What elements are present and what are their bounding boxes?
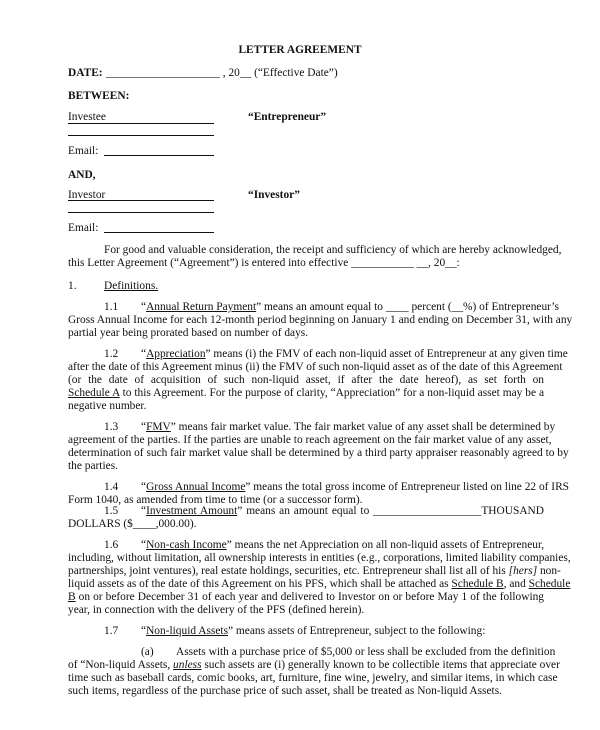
intro-line-1: For good and valuable consideration, the receipt and sufficiency of which are hereby acknowledged, [104,244,562,256]
term-non-liquid-assets: Non-liquid Assets [146,625,229,637]
clause-1-6-line-6: year, in connection with the delivery of the PFS (defined herein). [68,604,365,616]
clause-1-6-number: 1.6 [104,539,119,551]
clause-1-2-line-4: Schedule A to this Agreement. For the purpose of clarity, “Appreciation” for a non-liquid asset may be a [68,387,544,399]
section-title: Definitions. [104,280,159,292]
clause-1-2-line-5: negative number. [68,400,147,412]
term-investment-amount: Investment Amount [146,505,238,517]
investor-line-2 [68,212,214,213]
hers-italic: [hers] [508,565,538,577]
term-fmv: FMV [146,421,171,433]
clause-1-5-line-2: DOLLARS ($____,000.00). [68,518,197,530]
clause-1-1-line-3: partial year being prorated based on number of days. [68,327,309,339]
term-non-cash-income: Non-cash Income [146,539,227,551]
investor-email-label: Email: [68,222,99,234]
clause-1-6-line-3: partnerships, joint ventures), real estate holdings, securities, etc. Entrepreneur shall list all of his [hers] non- [68,565,561,577]
clause-1-6-line-4: liquid assets as of the date of this Agreement on his PFS, which shall be attached as Schedule B, and Schedule [68,578,571,590]
clause-1-3-line-2: agreement of the parties. If the parties are unable to reach agreement on the fair market value of any asset, [68,434,552,446]
entrepreneur-label: “Entrepreneur” [248,111,327,123]
investor-label: Investor [68,189,106,201]
clause-1-6-line-2: including, without limitation, all ownership interests in entities (e.g., corporations, limited liability companies, [68,552,571,564]
clause-1-6-line-5: B on or before December 31 of each year and delivered to Investor on or before May 1 of the following [68,591,544,603]
clause-1-3-line-4: the parties. [68,460,118,472]
schedule-link: Schedule [528,578,571,590]
clause-1-2-number: 1.2 [104,348,119,360]
term-annual-return-payment: Annual Return Payment [146,301,257,313]
clause-1-4-number: 1.4 [104,481,119,493]
investee-label: Investee [68,111,106,123]
term-gross-annual-income: Gross Annual Income [146,481,246,493]
schedule-b-link-cont: B [68,591,76,603]
document-title: LETTER AGREEMENT [238,44,362,56]
date-value: ____________________ , 20__ (“Effective Date”) [106,67,338,79]
investee-email-label: Email: [68,145,99,157]
investor-role-label: “Investor” [248,189,300,201]
clause-1-2-line-1: “Appreciation” means (i) the FMV of each non-liquid asset of Entrepreneur at any given time [141,348,568,360]
term-appreciation: Appreciation [146,348,206,360]
and-label: AND, [68,169,96,181]
unless-italic: unless [173,659,202,671]
clause-1-7-line-1: “Non-liquid Assets” means assets of Entrepreneur, subject to the following: [141,625,486,637]
section-number: 1. [68,280,77,292]
clause-1-7-number: 1.7 [104,625,119,637]
clause-1-3-line-1: “FMV” means fair market value. The fair market value of any asset shall be determined by [141,421,556,433]
investee-line-1 [68,123,214,124]
clause-1-4-line-2: Form 1040, as amended from time to time (or a successor form). [68,494,363,506]
investee-line-2 [68,135,214,136]
date-label: DATE: [68,67,103,79]
intro-line-2: this Letter Agreement (“Agreement”) is entered into effective ___________ __, 20__: [68,257,460,269]
clause-1-5-number: 1.5 [104,505,119,517]
investee-email-line [104,155,214,156]
clause-1-3-line-3: determination of such fair market value shall be determined by a third party appraiser reasonably agreed to by [68,447,569,459]
clause-1-7-a-line-2: of “Non-liquid Assets, unless such assets are (i) generally known to be collectible items that appreciate over [68,659,560,671]
investor-email-line [104,232,214,233]
schedule-b-link: Schedule B [451,578,504,590]
clause-1-7-a-number: (a) [141,646,154,658]
clause-1-7-a-line-3: time such as baseball cards, comic books, art, furniture, fine wine, jewelry, and similar items, in which case [68,672,558,684]
schedule-a-link: Schedule A [68,387,120,399]
clause-1-1-line-2: Gross Annual Income for each 12-month period beginning on January 1 and ending on December 31, with any [68,314,573,326]
between-label: BETWEEN: [68,90,130,102]
clause-1-7-a-line-1: Assets with a purchase price of $5,000 or less shall be excluded from the definition [176,646,556,658]
clause-1-7-a-line-4: such items, regardless of the purchase price of such asset, shall be treated as Non-liquid Assets. [68,685,502,697]
clause-1-1-line-1: “Annual Return Payment” means an amount equal to ____ percent (__%) of Entrepreneur’s [141,301,559,313]
clause-1-6-line-1: “Non-cash Income” means the net Appreciation on all non-liquid assets of Entrepreneur, [141,539,545,551]
clause-1-5-line-1: “Investment Amount” means an amount equal to ___________________THOUSAND [141,505,544,517]
clause-1-3-number: 1.3 [104,421,119,433]
clause-1-4-line-1: “Gross Annual Income” means the total gross income of Entrepreneur listed on line 22 of IRS [141,481,570,493]
investor-line-1 [68,200,214,201]
clause-1-1-number: 1.1 [104,301,119,313]
clause-1-2-line-2: after the date of this Agreement minus (ii) the FMV of such non-liquid asset as of the date of this Agreement [68,361,563,373]
clause-1-2-line-3: (or the date of acquisition of such non-liquid asset, if after the date hereof), as set forth on [68,374,544,386]
